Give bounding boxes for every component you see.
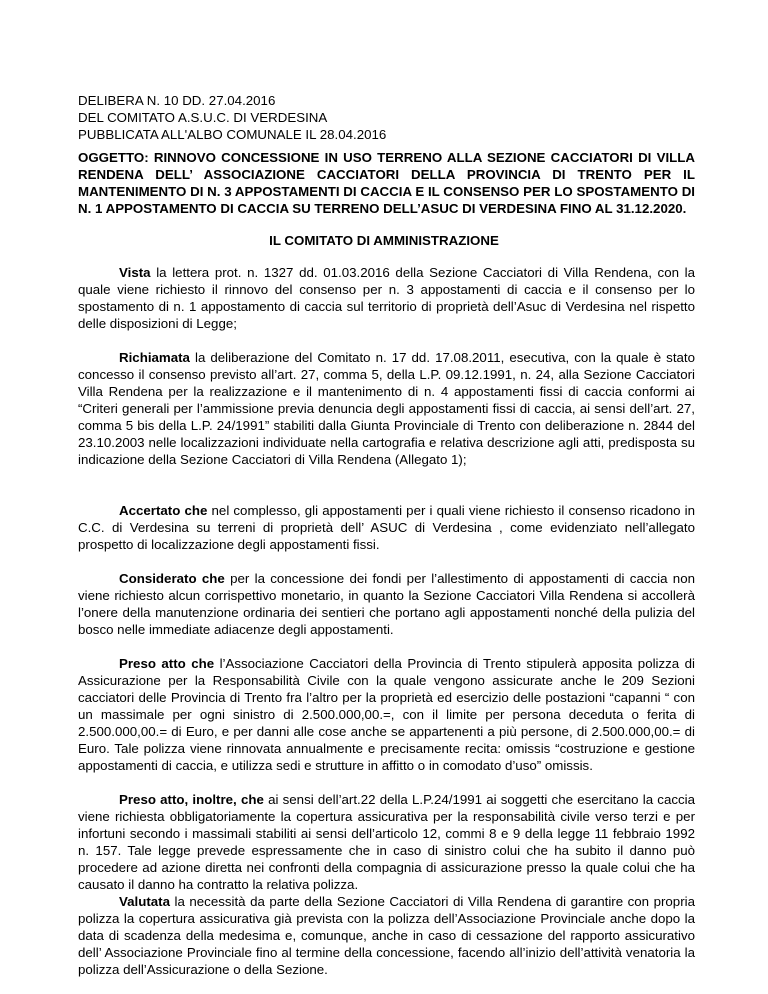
paragraph-lead: Vista — [119, 265, 151, 280]
paragraph-considerato — [78, 570, 695, 638]
header-line-delibera: DELIBERA N. 10 DD. 27.04.2016 — [78, 93, 276, 108]
paragraph-lead: Accertato che — [119, 503, 208, 518]
paragraph-text: nel complesso, gli appostamenti per i quali viene richiesto il consenso ricadono in C.C. di Verdesina su terreni di proprietà dell’ ASUC di Verdesina , come evidenziato nell’allegato prospetto di localizzazione degli appostamenti fissi. — [78, 503, 695, 552]
paragraph-text: la deliberazione del Comitato n. 17 dd. 17.08.2011, esecutiva, con la quale è stato concesso il consenso previsto all’art. 27, comma 5, della L.P. 09.12.1991, n. 24, alla Sezione Cacciatori Villa Rendena per la realizzazione e il mantenimento di n. 4 appostamenti fissi di caccia conformi ai “Criteri generali per l’ammissione previa denuncia degli appostamenti fissi di caccia, ai sensi dell’art. 27, comma 5 bis della L.P. 24/1991” stabiliti dalla Giunta Provinciale di Trento con deliberazione n. 2844 del 23.10.2003 nelle localizzazioni individuate nella cartografia e relativa descrizione agli atti, predisposta su indicazione della Sezione Cacciatori di Villa Rendena (Allegato 1); — [78, 350, 695, 467]
paragraph-richiamata — [78, 349, 695, 468]
paragraph-text: ai sensi dell’art.22 della L.P.24/1991 ai soggetti che esercitano la caccia viene richiesta obbligatoriamente la copertura assicurativa per la responsabilità civile verso terzi e per infortuni secondo i massimali stabiliti ai sensi dell’articolo 12, commi 8 e 9 della legge 11 febbraio 1992 n. 157. Tale legge prevede espressamente che in caso di sinistro colui che ha subito il danno può procedere ad azione diretta nei confronti della compagnia di assicurazione presso la quale colui che ha causato il danno ha contratto la relativa polizza. — [78, 792, 695, 892]
paragraph-lead: Preso atto che — [119, 656, 215, 671]
subject-heading: OGGETTO: RINNOVO CONCESSIONE IN USO TERRENO ALLA SEZIONE CACCIATORI DI VILLA RENDENA DELL’ ASSOCIAZIONE CACCIATORI DELLA PROVINCIA DI TRENTO PER IL MANTENIMENTO DI N. 3 APPOSTAMENTI DI CACCIA E IL CONSENSO PER LO SPOSTAMENTO DI N. 1 APPOSTAMENTO DI CACCIA SU TERRENO DELL’ASUC DI VERDESINA FINO AL 31.12.2020. — [78, 150, 695, 216]
header-line-pubblicata: PUBBLICATA ALL'ALBO COMUNALE IL 28.04.2016 — [78, 127, 387, 142]
paragraph-lead: Valutata — [119, 894, 170, 909]
committee-title: IL COMITATO DI AMMINISTRAZIONE — [269, 233, 499, 248]
paragraph-valutata — [78, 893, 695, 978]
paragraph-text: la lettera prot. n. 1327 dd. 01.03.2016 della Sezione Cacciatori di Villa Rendena, con la quale viene richiesto il rinnovo del consenso per n. 3 appostamenti di caccia e il consenso per lo spostamento di n. 1 appostamento di caccia sul territorio di proprietà dell’Asuc di Verdesina nel rispetto delle disposizioni di Legge; — [78, 265, 695, 331]
paragraph-preso-atto-inoltre — [78, 791, 695, 893]
paragraph-lead: Considerato che — [119, 571, 225, 586]
paragraph-preso-atto — [78, 655, 695, 774]
header-line-comitato: DEL COMITATO A.S.U.C. DI VERDESINA — [78, 110, 328, 125]
paragraph-vista — [78, 264, 695, 332]
document-header — [78, 92, 698, 143]
paragraph-text: la necessità da parte della Sezione Cacciatori di Villa Rendena di garantire con propria polizza la copertura assicurativa già prevista con la polizza dell’Associazione Provinciale anche dopo la data di scadenza della medesima e, comunque, anche in caso di cessazione del rapporto assicurativo dell’ Associazione Provinciale fino al termine della concessione, facendo all’inizio dell’attività venatoria la polizza dell’Assicurazione o della Sezione. — [78, 894, 695, 977]
paragraph-lead: Preso atto, inoltre, che — [119, 792, 264, 807]
paragraph-lead: Richiamata — [119, 350, 190, 365]
paragraph-accertato — [78, 502, 695, 553]
paragraph-text: per la concessione dei fondi per l’allestimento di appostamenti di caccia non viene richiesto alcun corrispettivo monetario, in quanto la Sezione Cacciatori Villa Rendena si accollerà l’onere della manutenzione ordinaria dei sentieri che portano agli appostamenti nonché della pulizia del bosco nelle immediate adiacenze degli appostamenti. — [78, 571, 695, 637]
paragraph-text: l’Associazione Cacciatori della Provincia di Trento stipulerà apposita polizza di Assicurazione per la Responsabilità Civile con la quale vengono assicurate anche le 209 Sezioni cacciatori delle Provincia di Trento fra l’altro per la proprietà ed esercizio delle postazioni “capanni “ con un massimale per ogni sinistro di 2.500.000,00.=, con il limite per persona deceduta o ferita di 2.500.000,00.= di Euro, e per danni alle cose anche se appartenenti a più persone, di 2.500.000,00.= di Euro. Tale polizza viene rinnovata annualmente e precisamente recita: omissis “costruzione e gestione appostamenti di caccia, e utilizza sedi e strutture in affitto o in comodato d’uso” omissis. — [78, 656, 695, 773]
